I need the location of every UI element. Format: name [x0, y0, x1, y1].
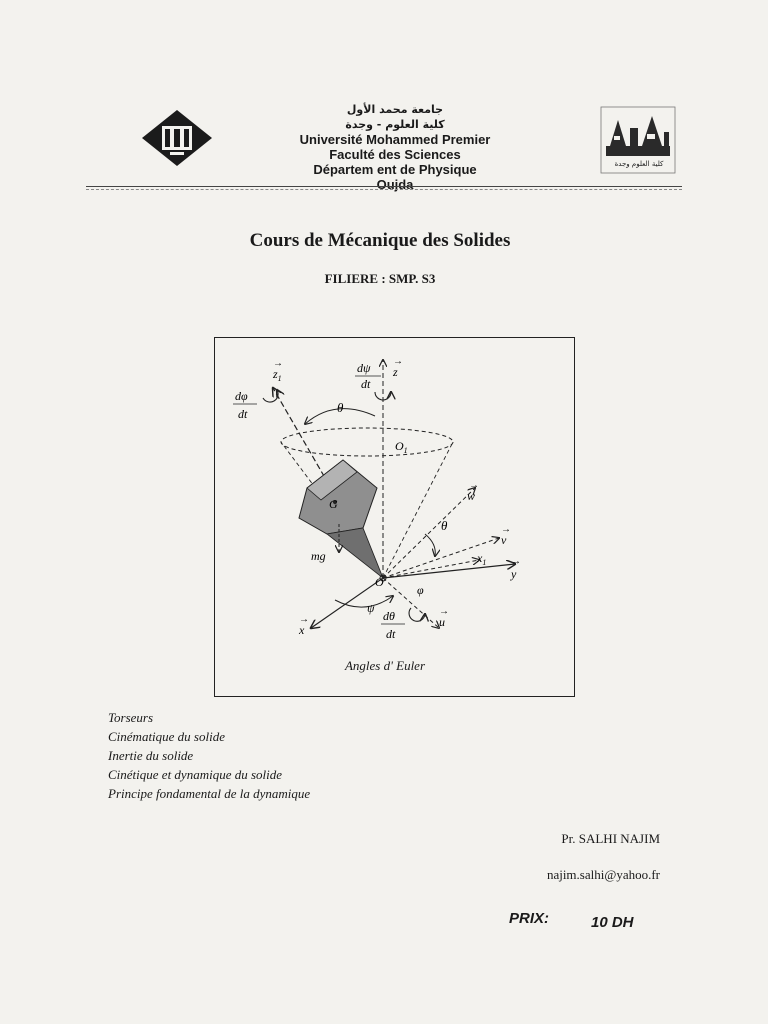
- author-email: najim.salhi@yahoo.fr: [546, 867, 660, 882]
- dphi-rotation-loop: [263, 390, 278, 402]
- euler-angles-diagram: [215, 338, 574, 696]
- topic-item-cinetique-dynamique: Cinétique et dynamique du solide: [108, 767, 283, 782]
- cone-top-ellipse: [281, 428, 453, 456]
- y-vector-arrow: →: [511, 556, 521, 567]
- institution-header: [270, 102, 520, 192]
- figure-caption: Angles d' Euler: [344, 658, 426, 673]
- u-label: u: [439, 615, 445, 629]
- theta-mid-label: θ: [441, 518, 448, 533]
- theta-top-label: θ: [337, 400, 344, 415]
- w-label: w: [467, 489, 476, 503]
- theta-arc-mid: [425, 534, 435, 556]
- dphi-denominator: dt: [238, 407, 248, 421]
- z1-label: $z_1$: [273, 367, 282, 383]
- price-label: PRIX:: [509, 910, 550, 927]
- author-name: Pr. SALHI NAJIM: [561, 831, 660, 846]
- faculty-logo-caption: كلية العلوم وجدة: [614, 160, 664, 168]
- z1-vector-arrow: →: [273, 358, 283, 369]
- faculty-name: Faculté des Sciences: [329, 147, 461, 162]
- v-label: v: [501, 533, 507, 547]
- dtheta-denominator: dt: [386, 627, 396, 641]
- price-value: 10 DH: [591, 914, 634, 931]
- course-topics-list: [108, 708, 428, 803]
- o-label: O: [375, 575, 384, 589]
- v-vector-arrow: →: [501, 524, 511, 535]
- mg-label: mg: [311, 549, 326, 563]
- o1-label: $O_1$: [395, 439, 408, 455]
- w-vector-arrow: →: [469, 480, 479, 491]
- city-name: Oujda: [376, 177, 414, 192]
- program-label: FILIERE : SMP. S3: [324, 271, 436, 286]
- w-axis: [383, 488, 475, 578]
- department-name: Départem ent de Physique: [313, 162, 477, 177]
- topic-item-inertie: Inertie du solide: [108, 748, 194, 763]
- topic-item-torseurs: Torseurs: [108, 710, 154, 725]
- g-label: G: [329, 497, 338, 511]
- university-name: Université Mohammed Premier: [299, 132, 491, 147]
- dpsi-denominator: dt: [361, 377, 371, 391]
- arabic-university-name: جامعة محمد الأول: [346, 103, 444, 116]
- header-divider: [86, 186, 682, 187]
- x1-label: $x_1$: [477, 551, 487, 567]
- x-label: x: [299, 623, 305, 637]
- topic-item-principe-fondamental: Principe fondamental de la dynamique: [108, 786, 311, 801]
- y-label: y: [511, 567, 517, 581]
- z-label: z: [393, 365, 398, 379]
- dphi-numerator: dφ: [235, 389, 248, 403]
- dpsi-numerator: dψ: [357, 361, 371, 375]
- phi-label: φ: [417, 583, 424, 597]
- x-vector-arrow: →: [299, 614, 309, 625]
- dtheta-rotation-loop: [409, 608, 425, 621]
- course-title: Cours de Mécanique des Solides: [249, 230, 511, 251]
- u-vector-arrow: →: [439, 606, 449, 617]
- university-logo-icon: [140, 108, 214, 168]
- psi-label: ψ: [367, 601, 375, 615]
- topic-item-cinematique: Cinématique du solide: [108, 729, 225, 744]
- header-divider-dashed: [86, 189, 682, 190]
- arabic-faculty-name: كلية العلوم - وجدة: [345, 118, 445, 131]
- cone-side-right: [383, 442, 453, 578]
- dtheta-numerator: dθ: [383, 609, 395, 623]
- euler-angles-figure: [214, 337, 575, 697]
- z-vector-arrow: →: [393, 356, 403, 367]
